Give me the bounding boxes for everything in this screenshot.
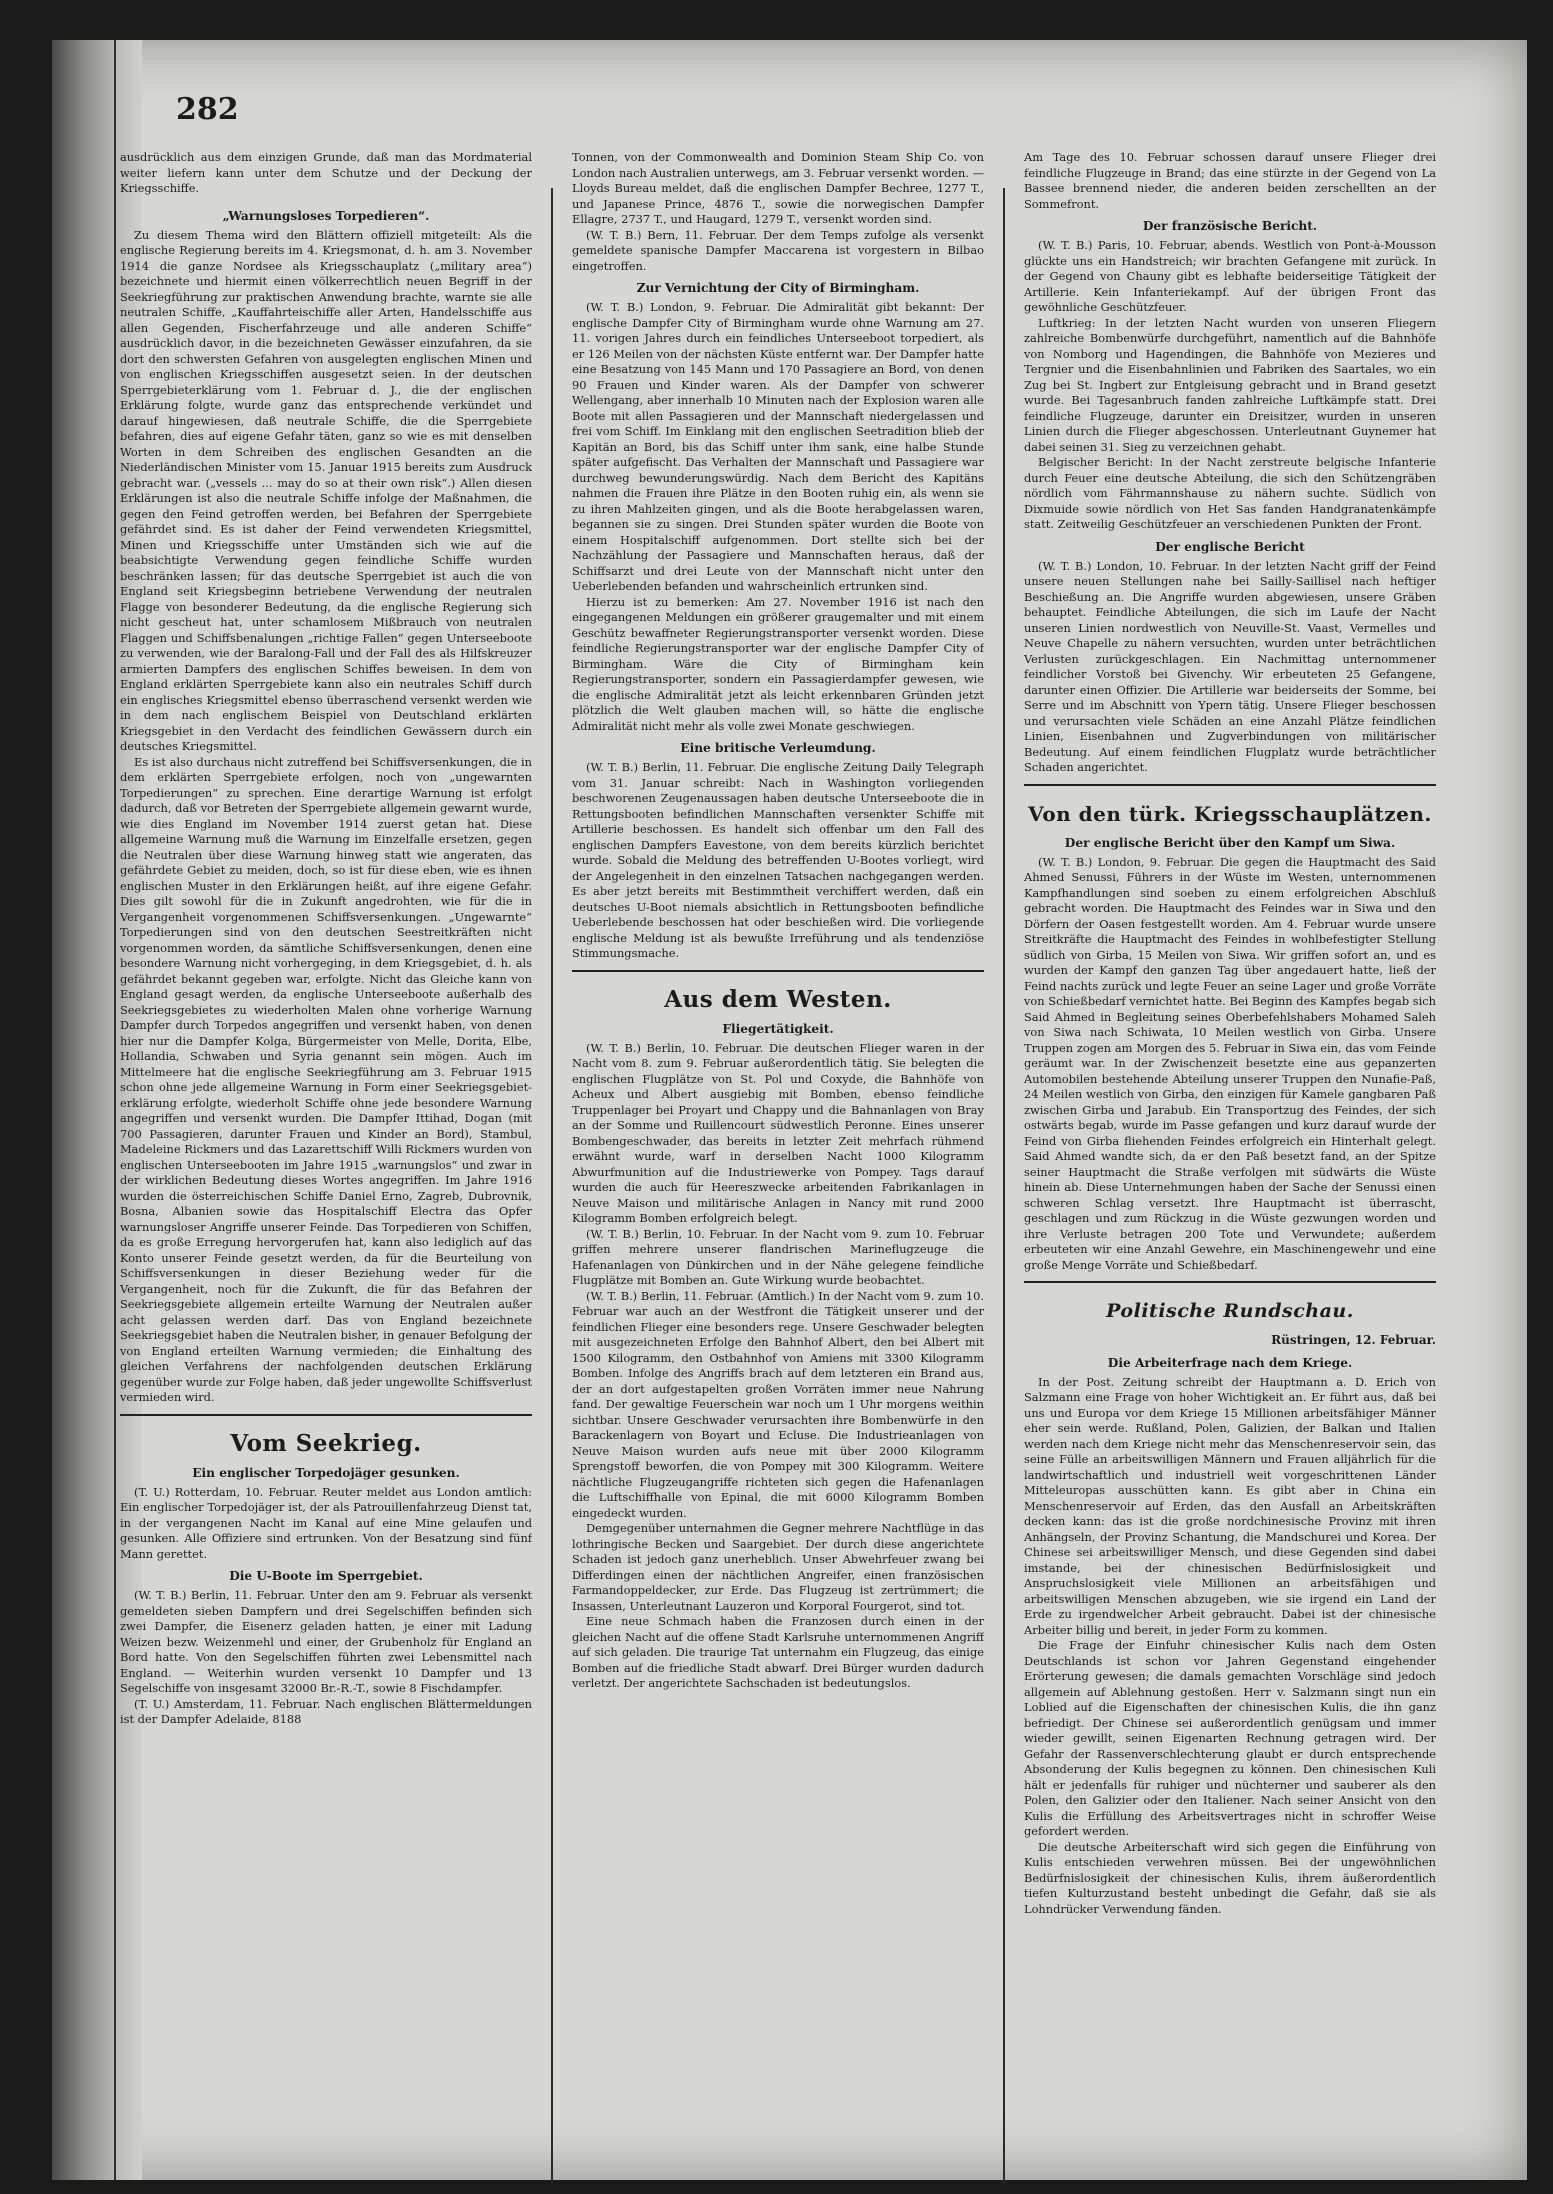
- dateline: Rüstringen, 12. Februar.: [1271, 1333, 1436, 1347]
- article-text: Belgischer Bericht: In der Nacht zerstreute belgische Infanterie durch Feuer eine deutsche Abteilung, die sich den Schützengräben nördlich vom Fährmannshause zu nähern suchte. Südlich von Dixmuide sowie nördlich von Het Sas fanden Handgranatenkämpfe statt. Zeitweilig Geschützfeuer an verschiedenen Punkten der Front.: [1024, 455, 1436, 531]
- page-number: 282: [176, 92, 239, 127]
- article-text: (W. T. B.) Berlin, 11. Februar. (Amtlich.) In der Nacht vom 9. zum 10. Februar war auch an der Westfront die Tätigkeit unserer und der feindlichen Flieger eine besonders rege. Unsere Geschwader belegten mit ausgezeichneten Erfolge den Bahnhof Albert, den bei Albert mit 1500 Kilogramm, den Ostbahnhof von Amiens mit 3300 Kilogramm Bomben. Infolge des Angriffs brach auf dem letzteren ein Brand aus, der an dort aufgestapelten großen Vorräten immer neue Nahrung fand. Der gewaltige Feuerschein war noch um 1 Uhr morgens weithin sichtbar. Unsere Geschwader verursachten ihre Bombenwürfe in den Barackenlagern von Boyart und Ecluse. Die Industrieanlagen von Neuve Maison wurden aufs neue mit über 2000 Kilogramm Sprengstoff beworfen, die von Pompey mit 300 Kilogramm. Weitere nächtliche Flugzeugangriffe richteten sich gegen die Hafenanlagen die Luftschiffhalle von Epinal, die mit 6000 Kilogramm Bomben eingedeckt wurden.: [572, 1288, 984, 1520]
- article-heading: „Warnungsloses Torpedieren“.: [222, 208, 430, 223]
- article-text: ausdrücklich aus dem einzigen Grunde, daß man das Mordmaterial weiter liefern kann unter dem Schutze und der Deckung der Kriegsschiffe.: [120, 150, 532, 195]
- article-heading: Fliegertätigkeit.: [722, 1021, 834, 1036]
- article-heading: Die Arbeiterfrage nach dem Kriege.: [1107, 1355, 1353, 1370]
- article-text: (W. T. B.) London, 9. Februar. Die Admiralität gibt bekannt: Der englische Dampfer City of Birmingham wurde ohne Warnung am 27. 11. vorigen Jahres durch ein feindliches Unterseeboot torpediert, als er 126 Meilen von der nächsten Küste entfernt war. Der Dampfer hatte eine Besatzung von 145 Mann und 170 Passagiere an Bord, von denen 90 Frauen und Kinder waren. Als der Dampfer von schwerer Wellengang, aber innerhalb 10 Minuten nach der Explosion waren alle Boote mit allen Passagieren und der Mannschaft niedergelassen und frei vom Schiff. Im Einklang mit den englischen Seetradition blieb der Kapitän an Bord, bis das Schiff unter ihm sank, eine halbe Stunde später aufgefischt. Das Verhalten der Mannschaft und Passagiere war durchweg bewunderungswürdig. Nach dem Bericht des Kapitäns nahmen die Frauen ihre Plätze in den Booten ruhig ein, als wenn sie zu ihren Mahlzeiten gingen, und als die Boote herabgelassen waren, begannen sie zu singen. Drei Stunden später wurden die Boote von einem Hospitalschiff aufgenommen. Dort stellte sich bei der Nachzählung der Passagiere und Mannschaften heraus, daß der Schiffsarzt und drei Leute von der Mannschaft nicht unter den Ueberlebenden befanden und wahrscheinlich ertrunken sind.: [572, 300, 984, 593]
- spine-edge: [114, 40, 116, 2180]
- section-divider: [120, 1414, 532, 1416]
- article-text: Am Tage des 10. Februar schossen darauf unsere Flieger drei feindliche Flugzeuge in Brand; das eine stürzte in der Gegend von La Bassee brennend nieder, die anderen beiden zerschellten an der Sommefront.: [1024, 150, 1436, 211]
- column-rule: [1003, 188, 1005, 2183]
- article-heading: Der englische Bericht: [1155, 539, 1305, 554]
- article-text: (W. T. B.) London, 10. Februar. In der letzten Nacht griff der Feind unsere neuen Stellungen nahe bei Sailly-Saillisel nach heftiger Beschießung an. Die Angriffe wurden abgewiesen, unsere Gräben behauptet. Feindliche Abteilungen, die sich im Laufe der Nacht unseren Linien nordwestlich von Neuville-St. Vaast, Vermelles und Neuve Chapelle zu nähern versuchten, wurden unter beträchtlichen Verlusten zurückgeschlagen. Ein Nachmittag unternommener feindlicher Vorstoß bei Givenchy. Wir erbeuteten 25 Gefangene, darunter einen Offizier. Die Artillerie war beiderseits der Somme, bei Serre und im Abschnitt von Ypern tätig. Unsere Flieger beschossen und verursachten viele Schäden an eine Anzahl Plätze feindlichen Linien, Eisenbahnen und Zugverbindungen von militärischer Bedeutung. Auf einem feindlichen Flugplatz wurde beträchtlicher Schaden angerichtet.: [1024, 558, 1436, 774]
- article-text: (W. T. B.) Berlin, 11. Februar. Unter den am 9. Februar als versenkt gemeldeten sieben Dampfern und drei Segelschiffen befinden sich zwei Dampfer, die Eisenerz geladen hatten, je einer mit Ladung Weizen bezw. Weizenmehl und einer, der Grubenholz für England an Bord hatte. Von den Segelschiffen führten zwei Lebensmittel nach England. — Weiterhin wurden versenkt 10 Dampfer und 13 Segelschiffe von insgesamt 32000 Br.-R.-T., sowie 8 Fischdampfer.: [120, 1588, 532, 1695]
- article-text: (W. T. B.) Berlin, 10. Februar. Die deutschen Flieger waren in der Nacht vom 8. zum 9. Februar außerordentlich tätig. Sie belegten die englischen Flugplätze von St. Pol und Coxyde, die Bahnhöfe von Acheux und Albert ausgiebig mit Bomben, ebenso feindliche Truppenlager bei Proyart und Chappy und die Bahnanlagen von Bray an der Somme und Ruillencourt südwestlich Peronne. Eines unserer Bombengeschwader, das bereits in letzter Zeit mehrfach rühmend erwähnt wurde, warf in derselben Nacht 1000 Kilogramm Abwurfmunition auf die Industriewerke von Pompey. Tags darauf wurden die auch für Heereszwecke arbeitenden Fabrikanlagen in Neuve Maison und militärische Anlagen in Nancy mit rund 2000 Kilogramm Bomben erfolgreich belegt.: [572, 1040, 984, 1225]
- column-1: [120, 150, 532, 2145]
- article-text: Eine neue Schmach haben die Franzosen durch einen in der gleichen Nacht auf die offene Stadt Karlsruhe unternommenen Angriff auf sich geladen. Die traurige Tat unternahm ein Flugzeug, das einige Bomben auf die friedliche Stadt abwarf. Drei Bürger wurden dadurch verletzt. Der angerichtete Sachschaden ist bedeutungslos.: [572, 1614, 984, 1690]
- article-text: Hierzu ist zu bemerken: Am 27. November 1916 ist nach den eingegangenen Meldungen ein größerer graugemalter und mit einem Geschütz bewaffneter Regierungstransporter versenkt worden. Diese feindliche Regierungstransporter war der englische Dampfer City of Birmingham. Wäre die City of Birmingham kein Regierungstransporter, sondern ein Passagierdampfer gewesen, wie die englische Admiralität jetzt als leicht erkennbaren Gründen jetzt plötzlich die Welt glauben machen will, so hätte die englische Admiralität nicht mehr als volle zwei Monate geschwiegen.: [572, 594, 984, 733]
- article-text: (W. T. B.) Berlin, 11. Februar. Die englische Zeitung Daily Telegraph vom 31. Januar schreibt: Nach in Washington vorliegenden beschworenen Zeugenaussagen haben deutsche Unterseeboote die in Rettungsbooten befindlichen Mannschaften versenkter Schiffe mit Artillerie beschossen. Es handelt sich offenbar um den Fall des englischen Dampfers Eavestone, von dem bereits kürzlich berichtet wurde. Sobald die Meldung des betreffenden U-Bootes vorliegt, wird der Angelegenheit in den einzelnen Tatsachen nachgegangen werden. Es aber jetzt bereits mit Bestimmtheit verchiffert werden, daß ein deutsches U-Boot niemals absichtlich in Rettungsbooten befindliche Ueberlebende beschossen hat oder beschießen wird. Die vorliegende englische Meldung ist als bewußte Irreführung und als tendenziöse Stimmungsmache.: [572, 760, 984, 960]
- column-rule: [551, 188, 553, 2183]
- article-heading: Ein englischer Torpedojäger gesunken.: [192, 1465, 460, 1480]
- article-text: Demgegenüber unternahmen die Gegner mehrere Nachtflüge in das lothringische Becken und Saargebiet. Der durch diese angerichtete Schaden ist jedoch ganz unerheblich. Unser Abwehrfeuer zwang bei Differdingen einen der nächtlichen Angreifer, einen französischen Farmandoppeldecker, zur Erde. Das Flugzeug ist zertrümmert; die Insassen, Unterleutnant Lauzeron und Korporal Fourgerot, sind tot.: [572, 1521, 984, 1613]
- article-text: Tonnen, von der Commonwealth and Dominion Steam Ship Co. von London nach Australien unterwegs, am 3. Februar versenkt worden. — Lloyds Bureau meldet, daß die englischen Dampfer Bechree, 1277 T., und Japanese Prince, 4876 T., sowie die norwegischen Dampfer Ellagre, 2737 T., und Haugard, 1279 T., versenkt worden sind.: [572, 150, 984, 226]
- article-text: Luftkrieg: In der letzten Nacht wurden von unseren Fliegern zahlreiche Bombenwürfe durchgeführt, namentlich auf die Bahnhöfe von Nomborg und Hagendingen, die Bahnhöfe von Mezieres und Tergnier und die Eisenbahnlinien und Fabriken des Saartales, wo ein Zug bei St. Ingbert zur Entgleisung gebracht und in Brand gesetzt wurde. Bei Tagesanbruch fanden zahlreiche Luftkämpfe statt. Drei feindliche Flugzeuge, darunter ein Dreisitzer, wurden in unseren Linien durch die Flieger abgeschossen. Unterleutnant Guynemer hat dabei seinen 31. Sieg zu verzeichnen gehabt.: [1024, 315, 1436, 454]
- section-heading: Aus dem Westen.: [664, 985, 892, 1013]
- article-heading: Eine britische Verleumdung.: [680, 741, 876, 755]
- article-text: (W. T. B.) Bern, 11. Februar. Der dem Temps zufolge als versenkt gemeldete spanische Dampfer Maccarena ist vorgestern in Bilbao eingetroffen.: [572, 227, 984, 273]
- section-divider: [572, 970, 984, 972]
- article-text: (T. U.) Amsterdam, 11. Februar. Nach englischen Blättermeldungen ist der Dampfer Adelaide, 8188: [120, 1696, 532, 1726]
- column-2: [572, 150, 984, 2145]
- article-text: Zu diesem Thema wird den Blättern offiziell mitgeteilt: Als die englische Regierung bereits im 4. Kriegsmonat, d. h. am 3. November 1914 die ganze Nordsee als Kriegsschauplatz („military area“) bezeichnete und hiermit einen völkerrechtlich neuen Begriff in der Seekriegführung zur praktischen Anwendung brachte, warnte sie alle neutralen Schiffe, „Kauffahrteischiffe aller Arten, Handelsschiffe aus allen Gegenden, Fischerfahrzeuge und alle anderen Schiffe“ ausdrücklich davor, in die bezeichneten Gewässer einzufahren, da sie dort den schwersten Gefahren von ausgelegten englischen Minen und von englischen Kriegsschiffen ausgesetzt seien. In der deutschen Sperrgebieterklärung vom 1. Februar d. J., die der englischen Erklärung folgte, wurde ganz das entsprechende verkündet und darauf hingewiesen, daß neutrale Schiffe, die die Sperrgebiete befahren, dies auf eigene Gefahr täten, ganz so wie es mit denselben Worten in dem Schreiben des englischen Gesandten an die Niederländischen Minister vom 15. Januar 1915 bereits zum Ausdruck gebracht war. („vessels ... may do so at their own risk“.) Allen diesen Erklärungen ist also die neutrale Schiffe infolge der Maßnahmen, die gegen den Feind getroffen werden, bei Befahren der Sperrgebiete gefährdet sind. Es ist daher der Feind verwendeten Kriegsmittel, Minen und Kriegsschiffe unter Umständen sich wie auf die beabsichtigte Verwendung gegen feindliche Schiffe wurden beschränken lassen; für das deutsche Sperrgebiet ist auch die von England seit Kriegsbeginn betriebene Verwendung der neutralen Flagge von besonderer Bedeutung, da die englische Regierung sich nicht gescheut hat, unter schamlosem Mißbrauch von neutralen Flaggen und Schiffsbenalungen „richtige Fallen“ gegen Unterseeboote zu verwenden, wie der Baralong-Fall und der Fall des als Hilfskreuzer armierten Dampfers des englischen Schiffes beweisen. In dem von England erklärten Sperrgebiete kann also ein neutrales Schiff durch ein englisches Kriegsmittel ebenso überraschend versenkt werden wie in dem nach englischem Beispiel von Deutschland erklärten Kriegsgebiet in den Verdacht des feindlichen Gewässern durch ein deutsches Kriegsmittel.: [120, 227, 532, 753]
- article-heading: Der englische Bericht über den Kampf um Siwa.: [1064, 835, 1396, 850]
- article-text: (T. U.) Rotterdam, 10. Februar. Reuter meldet aus London amtlich: Ein englischer Torpedojäger ist, der als Patrouillenfahrzeug Dienst tat, in der vergangenen Nacht im Kanal auf eine Mine gelaufen und gesunken. Alle Offiziere sind ertrunken. Von der Besatzung sind fünf Mann gerettet.: [120, 1484, 532, 1561]
- section-heading: Politische Rundschau.: [1106, 1300, 1354, 1322]
- section-heading: Von den türk. Kriegsschauplätzen.: [1028, 801, 1432, 826]
- article-text: Die Frage der Einfuhr chinesischer Kulis nach dem Osten Deutschlands ist schon vor Jahren Gegenstand eingehender Erörterung gewesen; die damals gemachten Vorschläge sind jedoch allgemein auf Ablehnung gestoßen. Herr v. Salzmann singt nun ein Loblied auf die Eigenschaften der chinesischen Kulis, die ihn ganz befriedigt. Der Chinese sei außerordentlich genügsam und immer wieder gewillt, seinen Eigenarten Rechnung getragen wird. Der Gefahr der Rassenverschlechterung glaubt er durch entsprechende Absonderung der Kulis begegnen zu können. Den chinesischen Kuli hält er jedenfalls für ruhiger und nüchterner und sauberer als den Polen, den Galizier oder den Italiener. Nach seiner Ansicht von den Kulis die Erfüllung des Arbeitsvertrages nicht in schroffer Weise gefordert werden.: [1024, 1638, 1436, 1838]
- section-heading: Vom Seekrieg.: [230, 1429, 422, 1457]
- column-3: [1024, 150, 1436, 2145]
- article-text: Die deutsche Arbeiterschaft wird sich gegen die Einführung von Kulis entschieden verwehren müssen. Bei der ungewöhnlichen Bedürfnislosigkeit der chinesischen Kulis, ihrem äußerordentlich tiefen Kulturzustand besteht unbedingt die Gefahr, daß sie als Lohndrücker Verwendung fänden.: [1024, 1839, 1436, 1916]
- article-text: (W. T. B.) Berlin, 10. Februar. In der Nacht vom 9. zum 10. Februar griffen mehrere unserer flandrischen Marineflugzeuge die Hafenanlagen von Dünkirchen und in der Nähe gelegene feindliche Flugplätze mit Bomben an. Gute Wirkung wurde beobachtet.: [572, 1226, 984, 1287]
- article-heading: Die U-Boote im Sperrgebiet.: [229, 1569, 423, 1583]
- article-text: (W. T. B.) London, 9. Februar. Die gegen die Hauptmacht des Said Ahmed Senussi, Führers in der Wüste im Westen, unternommenen Kampfhandlungen sind soeben zu einem erfolgreichen Abschluß gebracht worden. Die Hauptmacht des Feindes war in Siwa und den Dörfern der Oasen festgestellt worden. Am 4. Februar wurde unsere Streitkräfte die Hauptmacht des Feindes in wohlbefestigter Stellung südlich von Girba, 15 Meilen von Siwa. Wir griffen sofort an, und es wurden der Kampf den ganzen Tag über angedauert hatte, ließ der Feind nachts zurück und legte Feuer an seine Lager und große Vorräte von Schießbedarf vernichtet hatte. Bei Beginn des Kampfes begab sich Said Ahmed in Begleitung seines Oberbefehlshabers Mohamed Saleh von Siwa nach Schiwata, 10 Meilen westlich von Girba. Unsere Truppen zogen am Morgen des 5. Februar in Siwa ein, das vom Feinde geräumt war. In der Zwischenzeit besetzte eine aus gepanzerten Automobilen bestehende Abteilung unserer Truppen den Nunafie-Paß, 24 Meilen westlich von Girba, den einzigen für Kamele gangbaren Paß zwischen Girba und Jarabub. Ein Transportzug des Feindes, der sich ostwärts begab, wurde im Passe gefangen und kurz darauf wurde der Feind von Girba fliehenden Feindes erfolgreich ein Hinterhalt gelegt. Said Ahmed wandte sich, da er den Paß besetzt fand, an der Spitze seiner Hauptmacht die Straße verfolgen mit südwärts die Wüste hinein ab. Diese Unternehmungen haben der Sache der Senussi einen schweren Schlag versetzt. Ihre Hauptmacht ist überrascht, geschlagen und zum Rückzug in die Wüste gezwungen worden und ihre Verluste betragen 200 Tote und Verwundete; außerdem erbeuteten wir eine Anzahl Gewehre, ein Maschinengewehr und eine große Menge Vorräte und Schießbedarf.: [1024, 854, 1436, 1272]
- article-heading: Der französische Bericht.: [1142, 219, 1318, 233]
- article-text: In der Post. Zeitung schreibt der Hauptmann a. D. Erich von Salzmann eine Frage von hoher Wichtigkeit an. Er führt aus, daß bei uns und Europa vor dem Kriege 15 Millionen arbeitsfähiger Männer eher sein werde. Rußland, Polen, Galizien, der Balkan und Italien werden nach dem Kriege nicht mehr das Menschenreservoir sein, das seine Fülle an arbeitswilligen Männern und Frauen alljährlich für die landwirtschaftlich und industriell weit vorgeschrittenen Länder Mitteleuropas ausschütten kann. Es gibt aber in China ein Menschenreservoir auf Erden, das den Ausfall an Arbeitskräften decken kann: das ist die große nordchinesische Provinz mit ihren Anhängseln, der Provinz Schantung, die Mandschurei und Korea. Der Chinese sei arbeitswilliger Mensch, und diese Gegenden sind dabei imstande, bei der chinesischen Bedürfnislosigkeit und Anspruchslosigkeit viele Millionen an arbeitsfähigen und arbeitswilligen Menschen abzugeben, wie sie irgend ein Land der Erde zu irgendwelcher Arbeit gebraucht. Dabei ist der chinesische Arbeiter billig und bereit, in jeder Form zu kommen.: [1024, 1374, 1436, 1637]
- article-heading: Zur Vernichtung der City of Birmingham.: [636, 281, 920, 295]
- article-text: (W. T. B.) Paris, 10. Februar, abends. Westlich von Pont-à-Mousson glückte uns ein Handstreich; wir brachten Gefangene mit zurück. In der Gegend von Chauny gibt es lebhafte beiderseitige Tätigkeit der Artillerie. Kein Infanteriekampf. Auf der übrigen Front das gewöhnliche Geschützfeuer.: [1024, 238, 1436, 314]
- article-text: Es ist also durchaus nicht zutreffend bei Schiffsversenkungen, die in dem erklärten Sperrgebiete erfolgen, noch von „ungewarnten Torpedierungen“ zu sprechen. Eine derartige Warnung ist erfolgt dadurch, daß vor Betreten der Sperrgebiete allgemein gewarnt wurde, wie dies England im November 1914 zuerst getan hat. Diese allgemeine Warnung muß die Warnung im Einzelfalle ersetzen, gegen die Neutralen über diese Warnung hinweg statt wie angeraten, das gefährdete Gebiet zu meiden, doch, so ist für diese eben, wie es ihnen englischen Muster in den Erklärungen heißt, auf ihre eigene Gefahr. Dies gilt sowohl für die in Zukunft angedrohten, wie für die in Vergangenheit vorgenommenen Schiffsversenkungen. „Ungewarnte“ Torpedierungen sind von den deutschen Seestreitkräften nicht vorgenommen worden, da sämtliche Schiffsversenkungen, denen eine besondere Warnung nicht vorhergeging, in dem Kriegsgebiet, d. h. als gefährdet bekannt gegeben war, erfolgte. Nicht das Gleiche kann von England gesagt werden, da englische Unterseeboote außerhalb des Seekriegsgebietes zu wiederholten Malen ohne vorherige Warnung Dampfer durch Torpedos angegriffen und versenkt haben, von denen hier nur die Dampfer Kolga, Bürgermeister von Melle, Dorita, Elbe, Hollandia, Schwaben und Syria genannt sein mögen. Auch im Mittelmeere hat die englische Seekriegführung am 3. Februar 1915 schon ohne jede allgemeine Warnung in Form einer Seekriegsgebiet-erklärung erfolgte, wiederholt Schiffe ohne jede besondere Warnung angegriffen und versenkt wurden. Die Dampfer Ittihad, Dogan (mit 700 Passagieren, darunter Frauen und Kinder an Bord), Stambul, Madeleine Rickmers und das Lazarettschiff Willi Rickmers wurden von englischen Unterseebooten im Jahre 1915 „warnungslos“ und zwar in der wirklichen Bedeutung dieses Wortes angegriffen. Im Jahre 1916 wurden die österreichischen Schiffe Daniel Erno, Zagreb, Dubrovnik, Bosna, Albanien sowie das Hospitalschiff Electra das Opfer warnungsloser Angriffe unserer Feinde. Das Torpedieren von Schiffen, da es große Erregung hervorgerufen hat, kann also lediglich auf das Konto unserer Feinde gesetzt werden, da für die Beurteilung von Schiffsversenkungen in dieser Beziehung weder für die Vergangenheit, noch für die Zukunft, die für das Befahren der Seekriegsgebiete allgemein erteilte Warnung der Neutralen außer acht gelassen werden darf. Das von England bezeichnete Seekriegsgebiet haben die Neutralen bisher, in genauer Befolgung der von England erteilten Warnung vermieden; die Einhaltung des gleichen Verfahrens der nachfolgenden deutschen Erklärung gegenüber wurde zur Folge haben, daß jeder ungewollte Schiffsverlust vermieden wird.: [120, 754, 532, 1404]
- section-divider: [1024, 784, 1436, 786]
- section-divider: [1024, 1281, 1436, 1283]
